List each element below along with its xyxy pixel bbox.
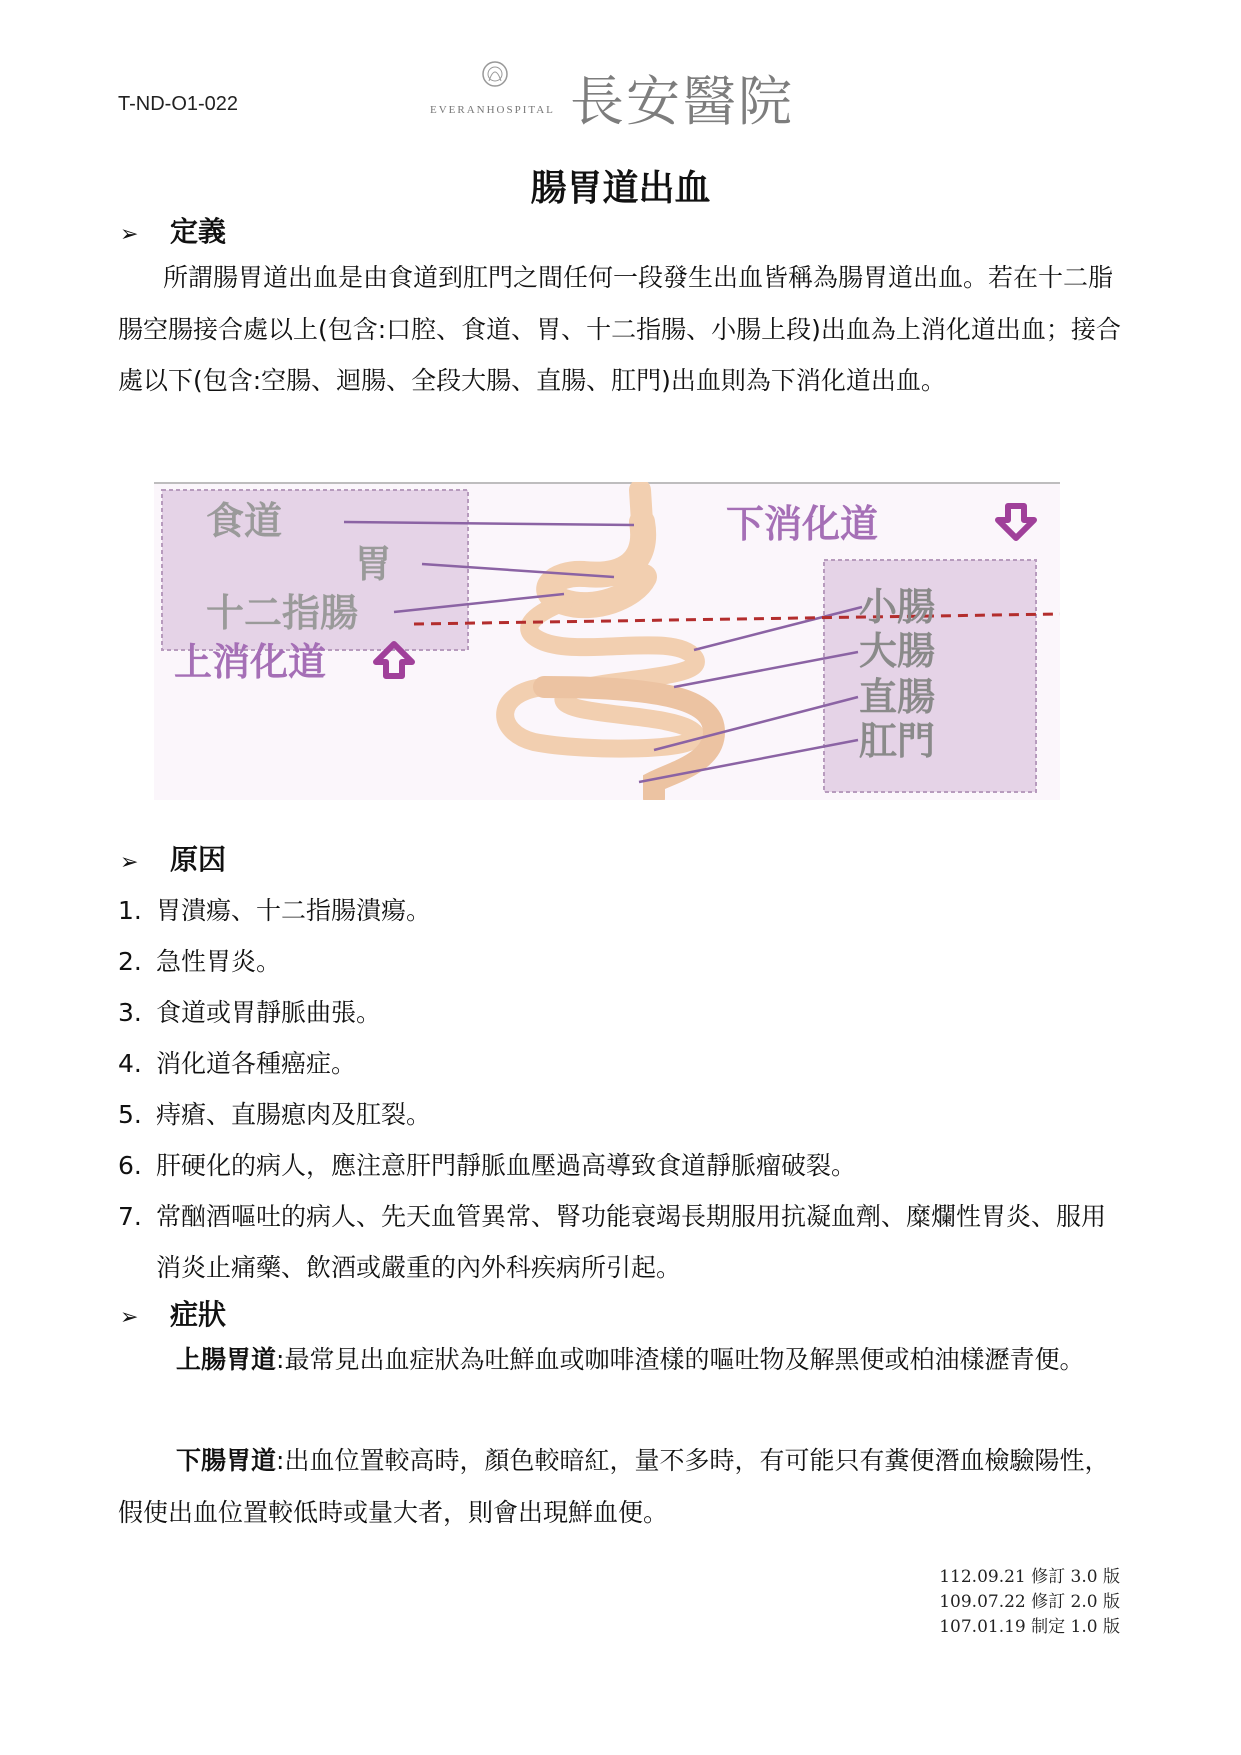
list-item: 5. 痔瘡、直腸瘜肉及肛裂。 [118,1100,432,1129]
hospital-emblem-icon [480,59,510,89]
arrow-bullet-icon: ➢ [120,1305,139,1330]
symptoms-heading: ➢ 症狀 [120,1298,227,1331]
label-anus: 肛門 [859,719,936,763]
hospital-logo [430,55,830,133]
definition-heading: ➢ 定義 [120,215,227,248]
list-item: 7. 常酗酒嘔吐的病人、先天血管異常、腎功能衰竭長期服用抗凝血劑、糜爛性胃炎、服用消炎止痛藥、飲酒或嚴重的內外科疾病所引起。 [118,1202,1107,1282]
causes-list [118,885,1128,1293]
hospital-name-zh: 長安醫院 [570,70,794,133]
list-item: 4. 消化道各種癌症。 [118,1049,357,1078]
symptom-lower: 下腸胃道:出血位置較高時，顏色較暗紅，量不多時，有可能只有糞便潛血檢驗陽性，假使出血位置較低時或量大者，則會出現鮮血便。 [118,1446,1110,1527]
list-item: 1. 胃潰瘍、十二指腸潰瘍。 [118,896,432,925]
label-esophagus: 食道 [206,499,283,543]
label-rectum: 直腸 [859,675,936,719]
label-upper-tract: 上消化道 [174,640,327,684]
revision-line: 107.01.19 制定 1.0 版 [939,1617,1120,1637]
revision-line: 109.07.22 修訂 2.0 版 [939,1592,1120,1612]
page-title: 腸胃道出血 [530,168,711,209]
arrow-bullet-icon: ➢ [120,850,139,875]
label-small-intestine: 小腸 [859,585,936,629]
list-item: 3. 食道或胃靜脈曲張。 [118,998,382,1027]
hospital-name-en: EVERANHOSPITAL [430,104,555,116]
symptom-upper: 上腸胃道:最常見出血症狀為吐鮮血或咖啡渣樣的嘔吐物及解黑便或柏油樣瀝青便。 [176,1345,1085,1374]
digestive-tract-diagram [154,482,1060,800]
definition-text: 所謂腸胃道出血是由食道到肛門之間任何一段發生出血皆稱為腸胃道出血。若在十二脂腸空腸接合處以上(包含:口腔、食道、胃、十二指腸、小腸上段)出血為上消化道出血；接合處以下(包含:空腸、迴腸、全段大腸、直腸、肛門)出血則為下消化道出血。 [118,263,1121,395]
label-large-intestine: 大腸 [859,629,936,673]
list-item: 2. 急性胃炎。 [118,947,282,976]
revision-line: 112.09.21 修訂 3.0 版 [939,1567,1120,1587]
causes-heading: ➢ 原因 [120,843,227,876]
label-stomach: 胃 [354,542,393,586]
revision-history [860,1565,1120,1640]
document-code: T-ND-O1-022 [118,93,239,115]
list-item: 6. 肝硬化的病人，應注意肝門靜脈血壓過高導致食道靜脈瘤破裂。 [118,1151,857,1180]
arrow-bullet-icon: ➢ [120,222,139,247]
label-lower-tract: 下消化道 [726,502,879,546]
label-duodenum: 十二指腸 [206,591,359,635]
